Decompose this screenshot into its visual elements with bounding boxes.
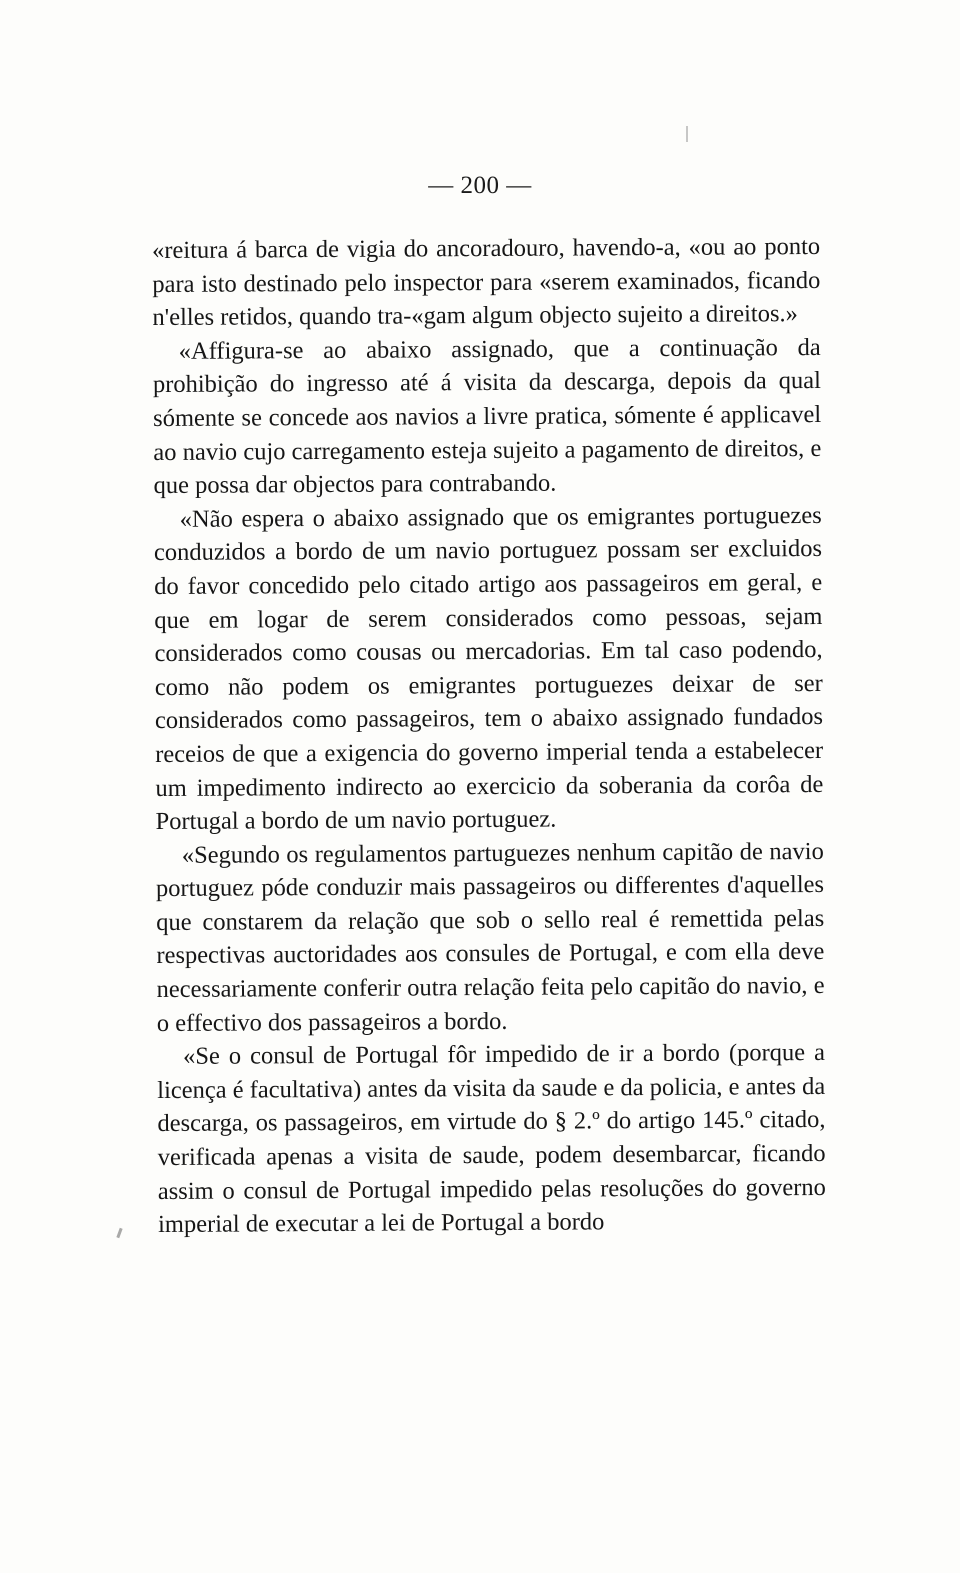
page-number: — 200 —: [428, 172, 532, 199]
paragraph-affigura-se: «Affigura-se ao abaixo assignado, que a continuação da prohibição do ingresso até á visita da descarga, depois da qual sómente se concede aos navios a livre pratica, sómente é applicavel ao navio cujo carregamento esteja sujeito a pagamento de direitos, e que possa dar objectos para contrabando.: [152, 333, 822, 500]
paragraph-nao-espera: «Não espera o abaixo assignado que os emigrantes portuguezes conduzidos a bordo de um navio portuguez possam ser excluidos do favor concedido pelo citado artigo aos passageiros em geral, e que em logar de serem considerados como pessoas, sejam considerados como cousas ou mercadorias. Em tal caso podendo, como não podem os emigrantes portuguezes deixar de ser considerados como passageiros, tem o abaixo assignado fundados receios de que a exigencia do governo imperial tenda a estabelecer um impedimento indirecto ao exercicio da soberania da corôa de Portugal a bordo de um navio portuguez.: [153, 501, 824, 836]
paragraph-se-o-consul: «Se o consul de Portugal fôr impedido de ir a bordo (porque a licença é facultativa) antes da visita da saude e da policia, e antes da descarga, os passageiros, em virtude do § 2.º do artigo 145.º citado, verificada apenas a visita de saude, podem desembarcar, ficando assim o consul de Portugal impedido pelas resoluções do governo imperial de executar a lei de Portugal a bordo: [157, 1039, 826, 1239]
paragraph-segundo-regulamentos: «Segundo os regulamentos partuguezes nenhum capitão de navio portuguez póde conduzir mais passageiros ou differentes d'aquelles que constarem da relação que sob o sello real é remettida pelas respectivas auctoridades aos consules de Portugal, e com ella deve necessariamente conferir outra relação feita pelo capitão do navio, e o effectivo dos passageiros a bordo.: [155, 837, 825, 1037]
stray-ink-mark: [116, 1228, 122, 1238]
page-edge-mark: [686, 126, 688, 142]
paragraph-quote-continuation: «reitura á barca de vigia do ancoradouro, havendo-a, «ou ao ponto para isto destinado pelo inspector para «serem examinados, ficando n'elles retidos, quando tra-«gam algum objecto sujeito a direitos.»: [152, 232, 821, 332]
page-body: [152, 230, 826, 1242]
